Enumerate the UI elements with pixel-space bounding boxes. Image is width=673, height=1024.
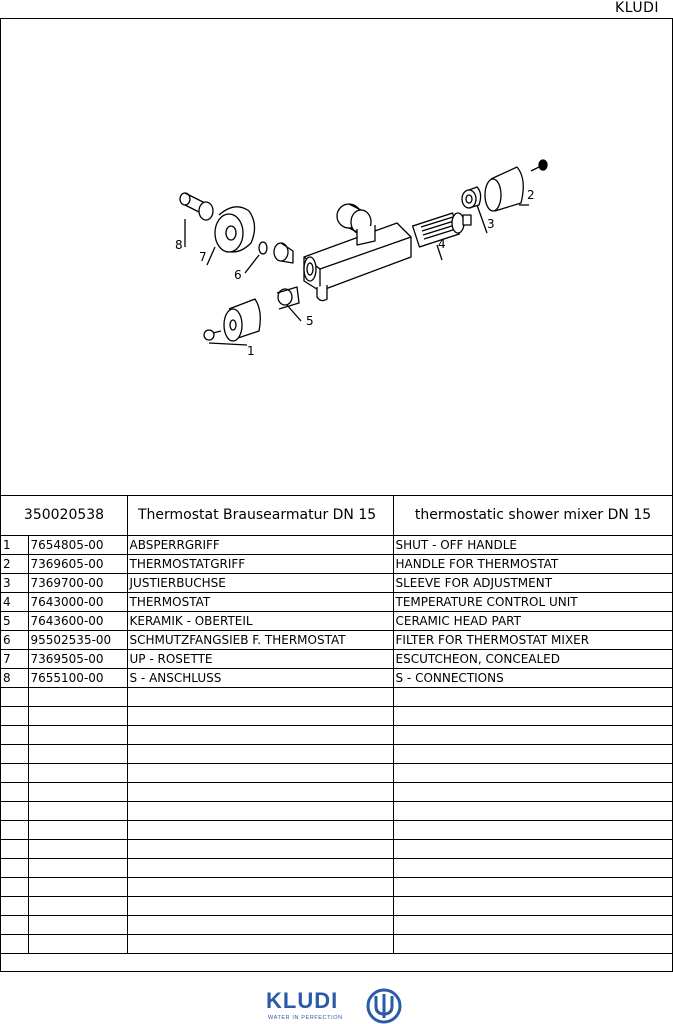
empty-cell [1,916,28,935]
part-name-english: FILTER FOR THERMOSTAT MIXER [393,631,672,650]
empty-cell [1,821,28,840]
spare-parts-sheet [0,18,673,972]
part-name-english: TEMPERATURE CONTROL UNIT [393,593,672,612]
part-name-german: JUSTIERBUCHSE [127,574,393,593]
part-name-german: THERMOSTATGRIFF [127,555,393,574]
table-row [1,612,672,631]
empty-cell [393,897,672,916]
part-3-adjustment-sleeve [462,187,487,233]
part-position: 4 [1,593,28,612]
empty-cell [127,821,393,840]
empty-cell [393,726,672,745]
parts-list-table [1,536,672,954]
part-name-german: KERAMIK - OBERTEIL [127,612,393,631]
empty-cell [127,840,393,859]
part-position: 5 [1,612,28,631]
empty-cell [1,840,28,859]
empty-cell [28,802,127,821]
part-1-shut-off-handle [204,299,260,345]
empty-cell [28,688,127,707]
empty-cell [1,764,28,783]
empty-cell [393,840,672,859]
part-8-s-connection [180,193,213,247]
part-article-number: 7369700-00 [28,574,127,593]
part-position: 7 [1,650,28,669]
part-position: 2 [1,555,28,574]
part-name-english: SLEEVE FOR ADJUSTMENT [393,574,672,593]
empty-table-row [1,783,672,802]
empty-cell [127,878,393,897]
table-row [1,669,672,688]
empty-cell [28,821,127,840]
part-name-german: UP - ROSETTE [127,650,393,669]
part-6-filter [245,242,293,273]
part-2-thermostat-handle [485,160,547,211]
part-position: 1 [1,536,28,555]
part-name-english: HANDLE FOR THERMOSTAT [393,555,672,574]
table-row [1,574,672,593]
exploded-view-drawing [1,19,672,496]
brand-name-header: KLUDI [615,0,659,16]
empty-cell [1,726,28,745]
part-article-number: 7643600-00 [28,612,127,631]
empty-cell [127,897,393,916]
table-row [1,555,672,574]
part-5-ceramic-head [277,287,301,321]
empty-table-row [1,916,672,935]
empty-cell [28,764,127,783]
empty-cell [127,764,393,783]
empty-cell [393,935,672,954]
callout-5: 5 [306,314,314,328]
empty-cell [28,916,127,935]
part-position: 8 [1,669,28,688]
part-name-german: SCHMUTZFANGSIEB F. THERMOSTAT [127,631,393,650]
empty-cell [1,707,28,726]
empty-cell [127,783,393,802]
empty-cell [28,840,127,859]
empty-cell [28,878,127,897]
empty-cell [393,859,672,878]
empty-table-row [1,764,672,783]
empty-cell [1,783,28,802]
table-row [1,593,672,612]
part-article-number: 7654805-00 [28,536,127,555]
empty-table-row [1,859,672,878]
callout-6: 6 [234,268,242,282]
empty-table-row [1,897,672,916]
empty-table-row [1,688,672,707]
empty-cell [393,783,672,802]
empty-table-row [1,707,672,726]
empty-cell [28,745,127,764]
empty-cell [1,878,28,897]
empty-cell [28,897,127,916]
empty-cell [28,783,127,802]
empty-cell [393,916,672,935]
empty-table-row [1,935,672,954]
empty-table-row [1,802,672,821]
callout-2: 2 [527,188,535,202]
empty-cell [1,802,28,821]
empty-cell [127,745,393,764]
part-position: 3 [1,574,28,593]
empty-cell [393,878,672,897]
empty-cell [393,688,672,707]
empty-cell [393,821,672,840]
callout-8: 8 [175,238,183,252]
empty-cell [28,859,127,878]
empty-cell [1,935,28,954]
empty-cell [393,745,672,764]
callout-3: 3 [487,217,495,231]
empty-cell [127,707,393,726]
part-article-number: 7643000-00 [28,593,127,612]
callout-7: 7 [199,250,207,264]
empty-cell [28,935,127,954]
empty-cell [28,707,127,726]
empty-cell [1,897,28,916]
part-name-english: CERAMIC HEAD PART [393,612,672,631]
table-row [1,650,672,669]
empty-cell [393,802,672,821]
table-row [1,631,672,650]
empty-table-row [1,878,672,897]
logo-wordmark: KLUDI [266,988,339,1013]
part-name-german: S - ANSCHLUSS [127,669,393,688]
empty-cell [127,726,393,745]
product-title-german: Thermostat Brausearmatur DN 15 [128,495,394,535]
empty-table-row [1,745,672,764]
callout-1: 1 [247,344,255,358]
logo-emblem-icon [366,988,402,1024]
empty-cell [127,802,393,821]
empty-table-row [1,840,672,859]
empty-cell [393,764,672,783]
empty-cell [1,745,28,764]
part-article-number: 95502535-00 [28,631,127,650]
part-name-english: S - CONNECTIONS [393,669,672,688]
callout-4: 4 [438,237,446,251]
empty-cell [127,859,393,878]
empty-cell [28,726,127,745]
article-number: 350020538 [1,495,128,535]
empty-cell [1,859,28,878]
kludi-logo [266,988,406,1024]
part-position: 6 [1,631,28,650]
part-name-german: ABSPERRGRIFF [127,536,393,555]
part-name-english: SHUT - OFF HANDLE [393,536,672,555]
title-block [1,495,672,536]
part-article-number: 7369605-00 [28,555,127,574]
empty-table-row [1,726,672,745]
empty-table-row [1,821,672,840]
product-title-english: thermostatic shower mixer DN 15 [414,507,652,523]
empty-cell [1,688,28,707]
empty-cell [127,916,393,935]
table-row [1,536,672,555]
mixer-body [304,204,411,301]
part-article-number: 7369505-00 [28,650,127,669]
part-article-number: 7655100-00 [28,669,127,688]
logo-tagline: WATER IN PERFECTION [268,1015,343,1021]
empty-cell [127,935,393,954]
part-7-escutcheon [207,207,255,265]
part-name-english: ESCUTCHEON, CONCEALED [393,650,672,669]
empty-cell [127,688,393,707]
empty-cell [393,707,672,726]
part-name-german: THERMOSTAT [127,593,393,612]
